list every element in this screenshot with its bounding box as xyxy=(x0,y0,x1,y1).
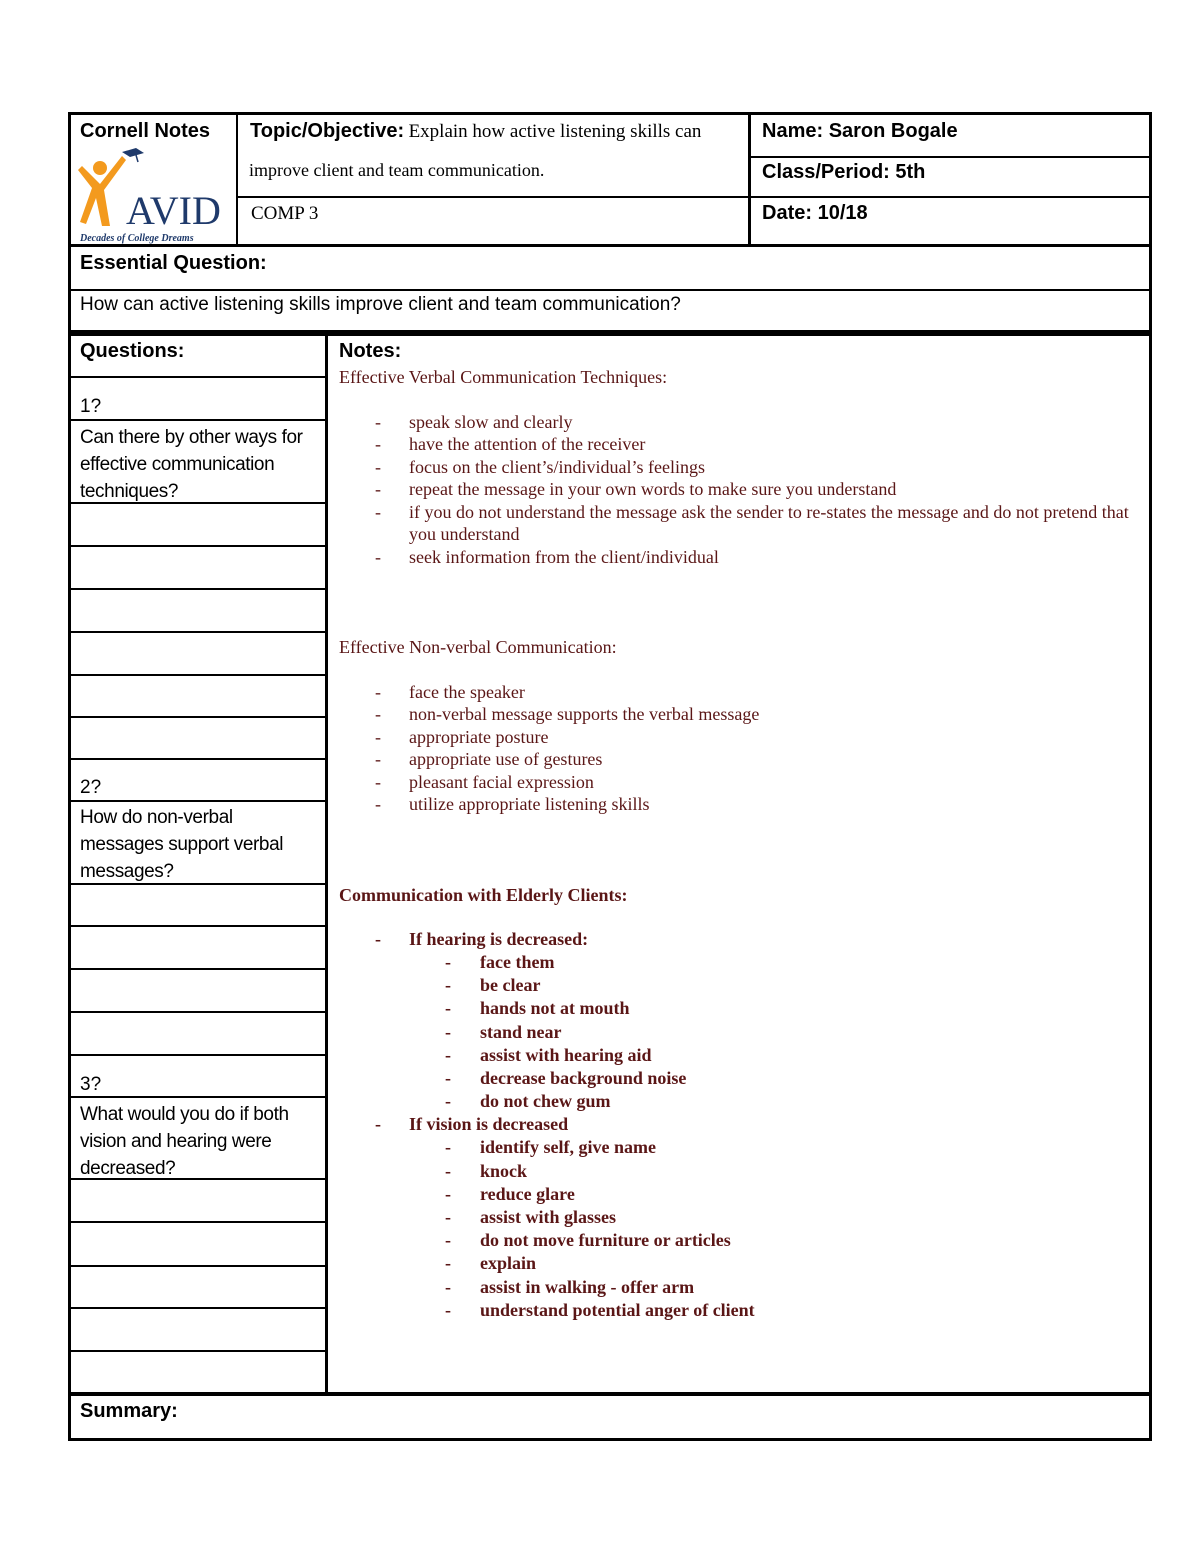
question-1-text: Can there by other ways for effective communication techniques? xyxy=(80,427,303,502)
date: Date: 10/18 xyxy=(762,202,868,224)
row-line xyxy=(70,588,326,590)
logo-tagline: Decades of College Dreams xyxy=(80,233,194,244)
notes-label: Notes: xyxy=(339,340,402,362)
list-item: - assist with glasses xyxy=(339,1206,1139,1229)
row-line xyxy=(70,925,326,927)
question-1-number: 1? xyxy=(80,396,102,417)
vision-list xyxy=(339,1136,1139,1322)
row-line xyxy=(70,1307,326,1309)
row-line xyxy=(70,716,326,718)
list-item xyxy=(339,928,1139,951)
row-line xyxy=(70,1096,326,1098)
list-item: - appropriate use of gestures xyxy=(339,748,1139,771)
row-line xyxy=(70,674,326,676)
vision-group xyxy=(339,1113,1139,1136)
row-line xyxy=(70,1221,326,1223)
topic-comp: COMP 3 xyxy=(251,203,319,224)
list-item: - pleasant facial expression xyxy=(339,771,1139,794)
list-item: - if you do not understand the message ask the sender to re-states the message and do not pretend that you understand xyxy=(339,501,1139,546)
list-item: - have the attention of the receiver xyxy=(339,433,1139,456)
column-divider xyxy=(325,335,328,1393)
essential-question-label: Essential Question: xyxy=(80,252,267,274)
list-item: - do not move furniture or articles xyxy=(339,1229,1139,1252)
divider xyxy=(238,196,1150,198)
vision-heading: If vision is decreased xyxy=(409,1114,569,1135)
list-item: - stand near xyxy=(339,1021,1139,1044)
row-line xyxy=(70,800,326,802)
row-line xyxy=(70,1265,326,1267)
list-item: - non-verbal message supports the verbal message xyxy=(339,703,1139,726)
divider xyxy=(748,114,751,245)
list-item xyxy=(339,1113,1139,1136)
list-item: - assist in walking - offer arm xyxy=(339,1276,1139,1299)
summary-label: Summary: xyxy=(80,1400,178,1422)
list-item: - focus on the client’s/individual’s feelings xyxy=(339,456,1139,479)
list-item: - be clear xyxy=(339,974,1139,997)
row-line xyxy=(70,376,326,378)
divider xyxy=(750,156,1150,158)
list-item: - explain xyxy=(339,1252,1139,1275)
list-item: - identify self, give name xyxy=(339,1136,1139,1159)
list-item: - understand potential anger of client xyxy=(339,1299,1139,1322)
summary-block xyxy=(68,1393,1152,1441)
topic-text-line1: Explain how active listening skills can xyxy=(408,121,702,142)
list-item: - utilize appropriate listening skills xyxy=(339,793,1139,816)
row-line xyxy=(70,1350,326,1352)
topic-text-line2: improve client and team communication. xyxy=(249,160,545,180)
questions-label: Questions: xyxy=(80,340,185,362)
notes-body xyxy=(339,366,1139,1322)
verbal-list xyxy=(339,411,1139,569)
verbal-heading: Effective Verbal Communication Techniques: xyxy=(339,367,668,387)
row-line xyxy=(70,631,326,633)
elderly-heading: Communication with Elderly Clients: xyxy=(339,884,628,905)
list-item: - assist with hearing aid xyxy=(339,1044,1139,1067)
class-period: Class/Period: 5th xyxy=(762,161,926,183)
row-line xyxy=(70,545,326,547)
divider xyxy=(70,289,1150,291)
avid-logo-graphic xyxy=(78,146,230,244)
avid-logo xyxy=(78,146,230,244)
list-item: - seek information from the client/individual xyxy=(339,546,1139,569)
list-item: - repeat the message in your own words to make sure you understand xyxy=(339,478,1139,501)
list-item: - do not chew gum xyxy=(339,1090,1139,1113)
list-item: - speak slow and clearly xyxy=(339,411,1139,434)
list-item: - reduce glare xyxy=(339,1183,1139,1206)
student-name: Name: Saron Bogale xyxy=(762,120,958,142)
elderly-list xyxy=(339,928,1139,951)
topic-label: Topic/Objective: xyxy=(250,120,405,142)
logo-brand: AVID xyxy=(126,188,221,233)
list-item: - face them xyxy=(339,951,1139,974)
hearing-heading: If hearing is decreased: xyxy=(409,929,589,949)
question-3-number: 3? xyxy=(80,1074,102,1095)
list-item: - decrease background noise xyxy=(339,1067,1139,1090)
row-line xyxy=(70,758,326,760)
list-item: - knock xyxy=(339,1160,1139,1183)
row-line xyxy=(70,1054,326,1056)
hearing-list xyxy=(339,951,1139,1113)
cornell-notes-title: Cornell Notes xyxy=(80,120,211,142)
nonverbal-list xyxy=(339,681,1139,816)
row-line xyxy=(70,1011,326,1013)
nonverbal-heading: Effective Non-verbal Communication: xyxy=(339,637,617,657)
topic-objective xyxy=(250,120,701,143)
row-line xyxy=(70,419,326,421)
list-item: - hands not at mouth xyxy=(339,997,1139,1020)
essential-question-text: How can active listening skills improve client and team communication? xyxy=(80,294,681,315)
row-line xyxy=(70,968,326,970)
list-item: - appropriate posture xyxy=(339,726,1139,749)
question-2-text: How do non-verbal messages support verbal messages? xyxy=(80,807,284,882)
question-2-number: 2? xyxy=(80,777,102,798)
list-item: - face the speaker xyxy=(339,681,1139,704)
divider xyxy=(236,114,238,245)
question-3-text: What would you do if both vision and hearing were decreased? xyxy=(80,1104,289,1179)
